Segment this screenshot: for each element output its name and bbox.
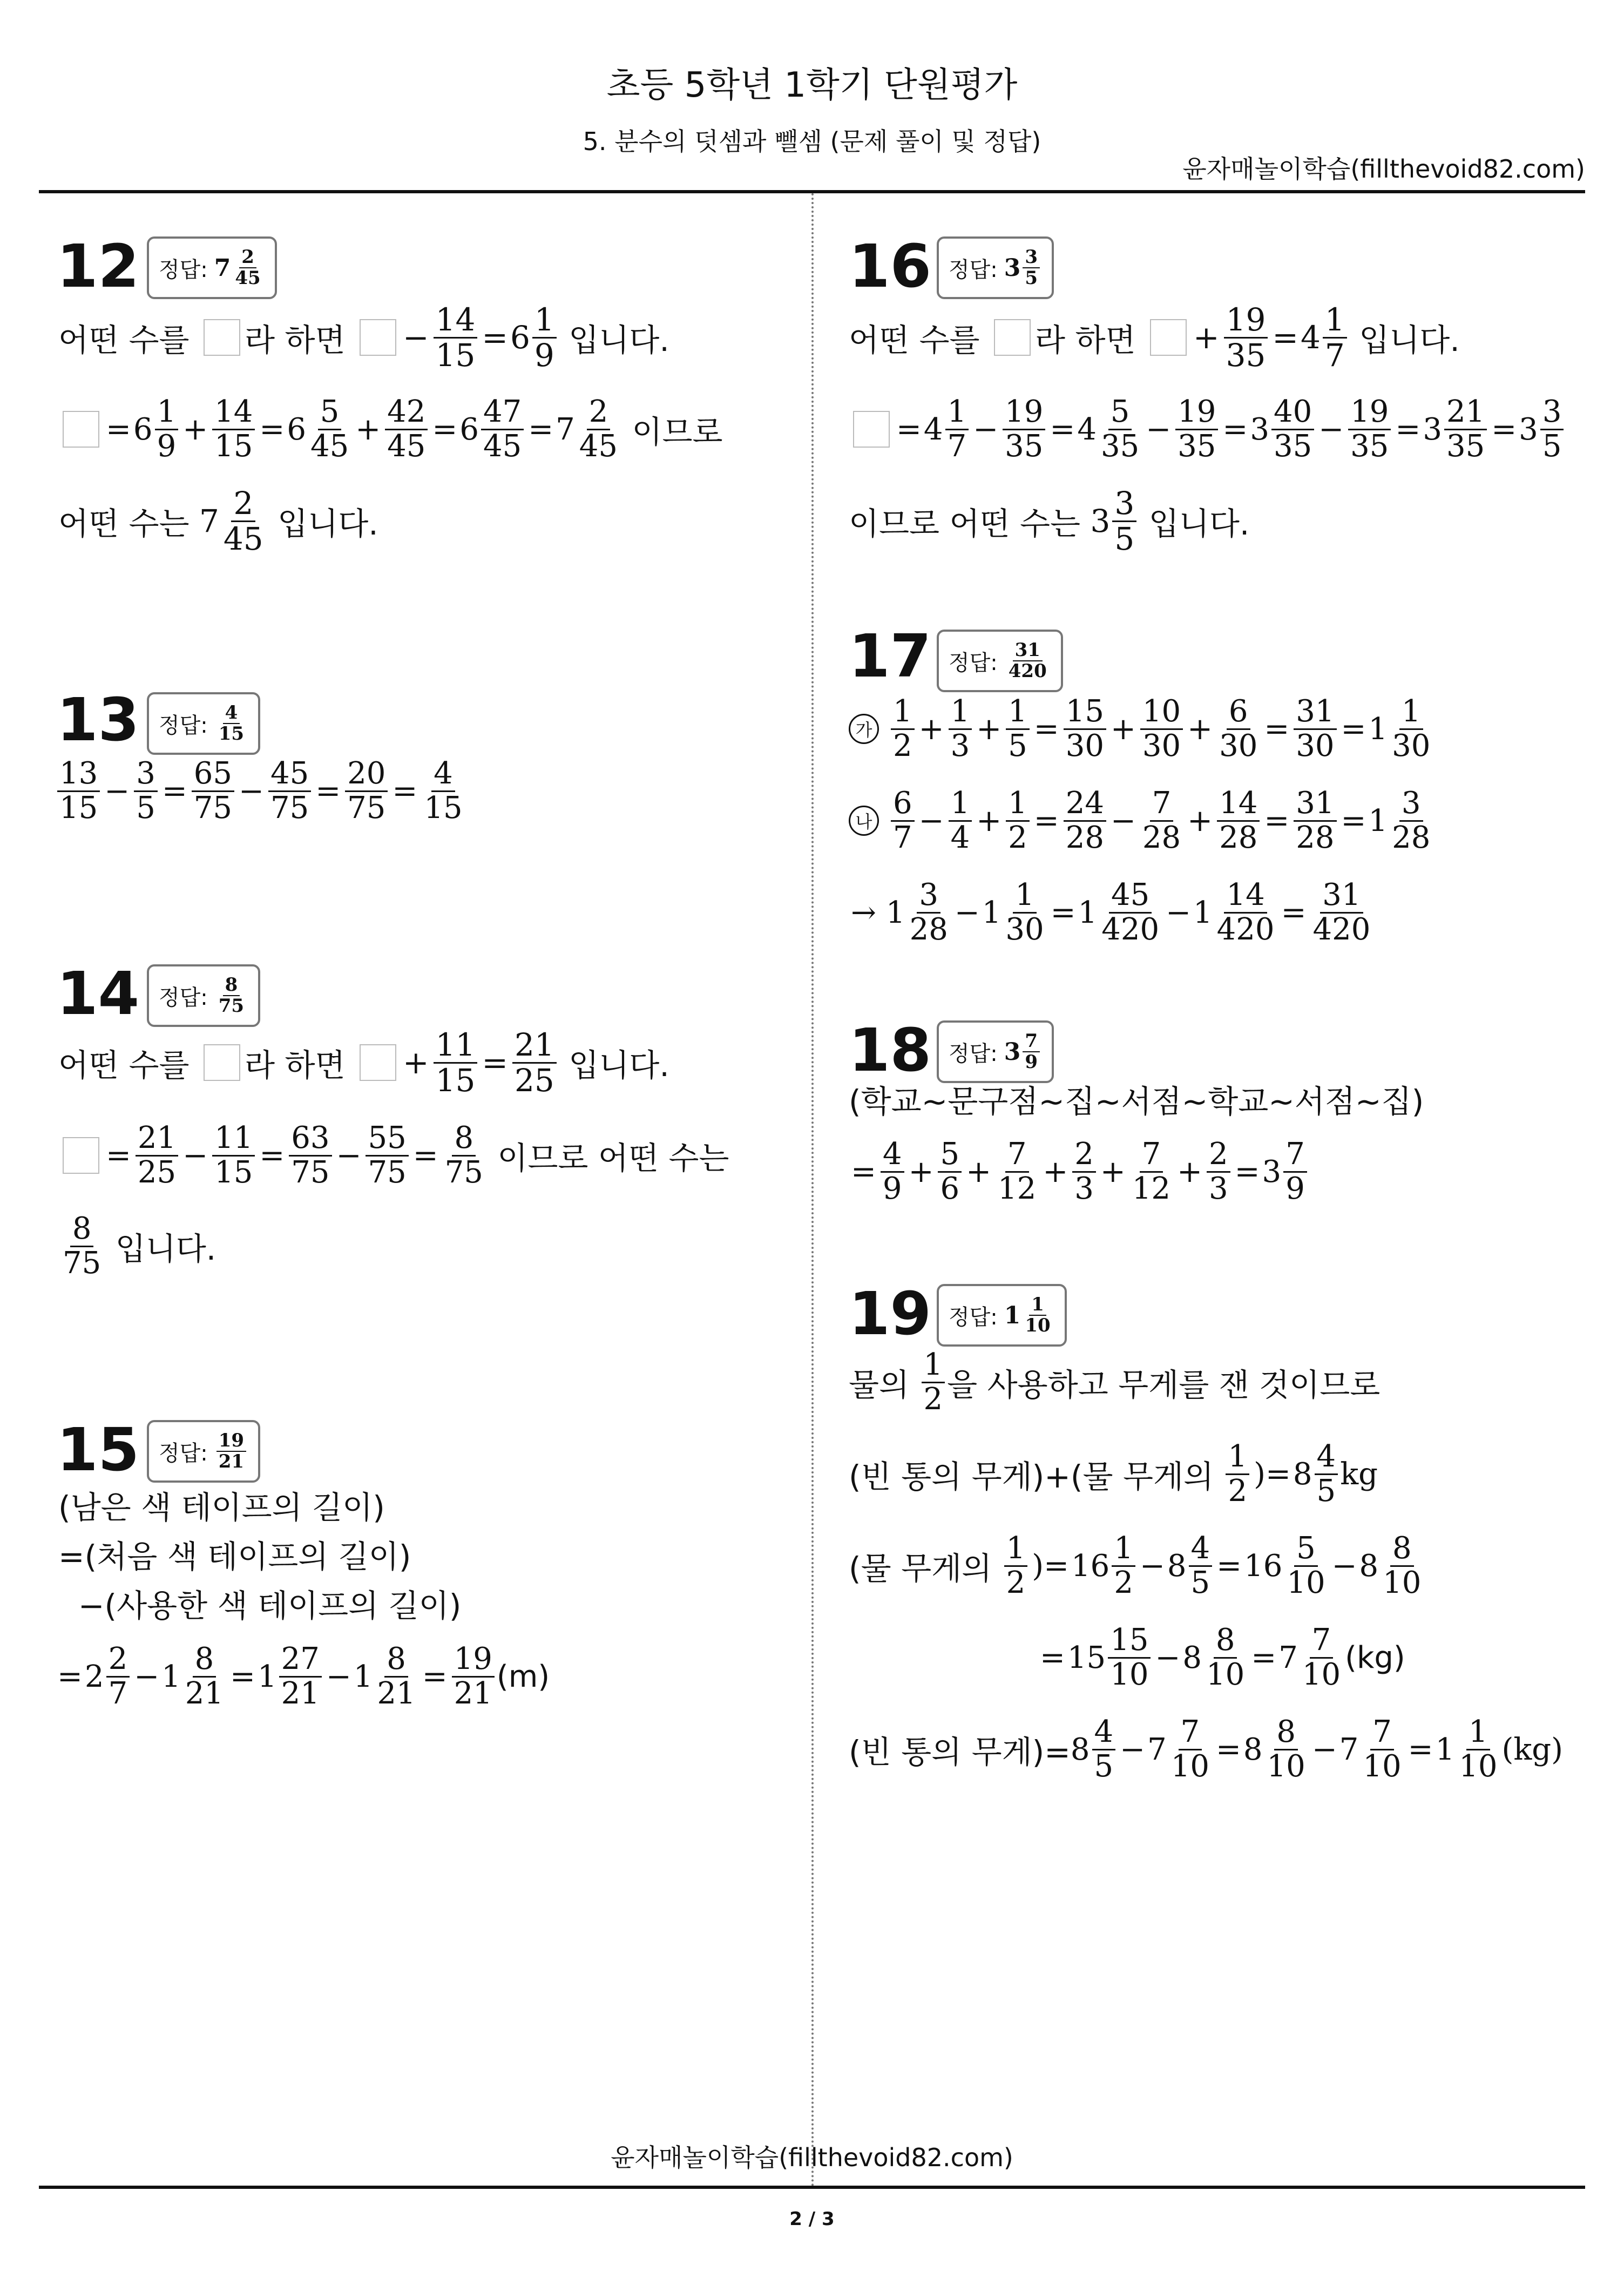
answer-label: 정답: bbox=[159, 1441, 208, 1466]
column-divider bbox=[811, 193, 814, 2188]
q17-line-ga: 가 $\frac{1}{2}$ + $\frac{1}{3}$ + $\frac{1}{5}$ = $\frac{15}{30}$ + $\frac{10}{30}$ + $\frac{6}{30}$ = $\frac{31}{30}$ = 1 $\frac{1}{30}$ bbox=[849, 691, 1434, 767]
circled-na-label: 나 bbox=[849, 806, 879, 836]
unknown-box bbox=[1150, 319, 1187, 356]
q16-line3: 이므로 어떤 수는 3 $\frac{3}{5}$ 입니다. bbox=[849, 484, 1250, 557]
answer-value-14: $\frac{8}{75}$ bbox=[218, 974, 245, 1017]
unknown-box bbox=[63, 1137, 99, 1174]
q19-line3: (물 무게의 $\frac{1}{2}$ )= 16 $\frac{1}{2}$ − 8 $\frac{4}{5}$ = 16 $\frac{5}{10}$ − 8 $\frac{8}{10}$ bbox=[849, 1531, 1422, 1600]
q15-line2: =(처음 색 테이프의 길이) bbox=[58, 1538, 411, 1575]
answer-box-15 bbox=[147, 1420, 260, 1483]
q17-line-result: → 1 $\frac{3}{28}$ − 1 $\frac{1}{30}$ = 1 $\frac{45}{420}$ − 1 $\frac{14}{420}$ = $\frac{31}{420}$ bbox=[851, 877, 1371, 947]
q14-line3: $\frac{8}{75}$ 입니다. bbox=[63, 1211, 216, 1281]
answer-label: 정답: bbox=[159, 257, 208, 282]
unknown-box bbox=[360, 319, 396, 356]
unknown-box bbox=[63, 411, 99, 448]
question-number-18: 18 bbox=[849, 1016, 932, 1085]
q13-line1: $\frac{13}{15}$ − $\frac{3}{5}$ = $\frac{65}{75}$ − $\frac{45}{75}$ = $\frac{20}{75}$ = $\frac{4}{15}$ bbox=[55, 753, 467, 829]
unknown-box bbox=[360, 1044, 396, 1081]
site-credit-bottom: 윤자매놀이학습(fillthevoid82.com) bbox=[611, 2143, 1013, 2172]
answer-value-17: $\frac{31}{420}$ bbox=[1008, 639, 1047, 682]
q19-line1: 물의 $\frac{1}{2}$ 을 사용하고 무게를 잰 것이므로 bbox=[849, 1347, 1381, 1417]
site-credit-top: 윤자매놀이학습(fillthevoid82.com) bbox=[1182, 154, 1585, 184]
q19-line5: (빈 통의 무게)= 8 $\frac{4}{5}$ − 7 $\frac{7}{10}$ = 8 $\frac{8}{10}$ − 7 $\frac{7}{10}$ = 1 $\frac{1}{10}$ (kg) bbox=[849, 1714, 1563, 1784]
answer-value-13: $\frac{4}{15}$ bbox=[218, 702, 245, 745]
q12-line2: = 6 $\frac{1}{9}$ + $\frac{14}{15}$ = 6 $\frac{5}{45}$ + $\frac{42}{45}$ = 6 $\frac{47}{45}$ = 7 $\frac{2}{45}$ 이므로 bbox=[58, 391, 723, 467]
q14-line2: = $\frac{21}{25}$ − $\frac{11}{15}$ = $\frac{63}{75}$ − $\frac{55}{75}$ = $\frac{8}{75}$ 이므로 어떤 수는 bbox=[58, 1118, 729, 1193]
question-number-13: 13 bbox=[57, 685, 140, 754]
footer-rule bbox=[39, 2186, 1585, 2189]
q16-line1: 어떤 수를 라 하면 + $\frac{19}{35}$ = 4 $\frac{1}{7}$ 입니다. bbox=[849, 301, 1460, 374]
q17-line-na: 나 $\frac{6}{7}$ − $\frac{1}{4}$ + $\frac{1}{2}$ = $\frac{24}{28}$ − $\frac{7}{28}$ + $\frac{14}{28}$ = $\frac{31}{28}$ = 1 $\frac{3}{28}$ bbox=[849, 783, 1434, 858]
answer-box-16 bbox=[937, 236, 1054, 299]
answer-label: 정답: bbox=[949, 1304, 998, 1330]
question-number-15: 15 bbox=[57, 1415, 140, 1484]
answer-box-13 bbox=[147, 692, 260, 755]
answer-value-18: 3 $\frac{7}{9}$ bbox=[1004, 1031, 1042, 1072]
question-number-17: 17 bbox=[849, 621, 932, 691]
unknown-box bbox=[204, 1044, 240, 1081]
q15-line1: (남은 색 테이프의 길이) bbox=[58, 1489, 385, 1526]
page-title: 초등 5학년 1학기 단원평가 bbox=[606, 65, 1018, 105]
q19-line2: (빈 통의 무게)+(물 무게의 $\frac{1}{2}$ )= 8 $\frac{4}{5}$ kg bbox=[849, 1439, 1378, 1509]
question-number-12: 12 bbox=[57, 232, 140, 301]
answer-box-14 bbox=[147, 964, 260, 1027]
page-subtitle: 5. 분수의 덧셈과 뺄셈 (문제 풀이 및 정답) bbox=[583, 127, 1041, 156]
answer-label: 정답: bbox=[949, 257, 998, 282]
unknown-box bbox=[994, 319, 1031, 356]
answer-label: 정답: bbox=[949, 1041, 998, 1066]
answer-box-17 bbox=[937, 630, 1063, 692]
q18-line2: = $\frac{4}{9}$ + $\frac{5}{6}$ + $\frac{7}{12}$ + $\frac{2}{3}$ + $\frac{7}{12}$ + $\frac{2}{3}$ = 3 $\frac{7}{9}$ bbox=[849, 1134, 1309, 1209]
answer-box-19 bbox=[937, 1284, 1067, 1347]
q14-line1: 어떤 수를 라 하면 + $\frac{11}{15}$ = $\frac{21}{25}$ 입니다. bbox=[58, 1026, 669, 1099]
question-number-14: 14 bbox=[57, 959, 140, 1028]
page-number: 2 / 3 bbox=[789, 2208, 835, 2230]
answer-value-19: 1 $\frac{1}{10}$ bbox=[1004, 1294, 1051, 1336]
q16-line2: = 4 $\frac{1}{7}$ − $\frac{19}{35}$ = 4 $\frac{5}{35}$ − $\frac{19}{35}$ = 3 $\frac{40}{35}$ − $\frac{19}{35}$ = 3 $\frac{21}{35}$ = 3 $\frac{3}{5}$ bbox=[849, 391, 1566, 467]
circled-ga-label: 가 bbox=[849, 714, 879, 744]
q15-line4: = 2 $\frac{2}{7}$ − 1 $\frac{8}{21}$ = 1 $\frac{27}{21}$ − 1 $\frac{8}{21}$ = $\frac{19}{21}$ (m) bbox=[57, 1641, 550, 1711]
arrow-icon: → bbox=[851, 895, 876, 930]
unknown-box bbox=[204, 319, 240, 356]
answer-label: 정답: bbox=[949, 650, 998, 675]
answer-box-18 bbox=[937, 1020, 1054, 1083]
question-number-19: 19 bbox=[849, 1279, 932, 1348]
q18-line1: (학교~문구점~집~서점~학교~서점~집) bbox=[849, 1083, 1424, 1120]
answer-label: 정답: bbox=[159, 713, 208, 738]
q12-line3: 어떤 수는 7 $\frac{2}{45}$ 입니다. bbox=[58, 484, 378, 557]
answer-value-16: 3 $\frac{3}{5}$ bbox=[1004, 247, 1042, 288]
answer-value-15: $\frac{19}{21}$ bbox=[214, 1431, 248, 1471]
answer-box-12 bbox=[147, 236, 277, 299]
answer-label: 정답: bbox=[159, 985, 208, 1010]
q12-line1: 어떤 수를 라 하면 − $\frac{14}{15}$ = 6 $\frac{1}{9}$ 입니다. bbox=[58, 301, 669, 374]
q15-line3: −(사용한 색 테이프의 길이) bbox=[58, 1587, 462, 1624]
question-number-16: 16 bbox=[849, 232, 932, 301]
q19-line4: = 15 $\frac{15}{10}$ − 8 $\frac{8}{10}$ = 7 $\frac{7}{10}$ (kg) bbox=[1040, 1622, 1405, 1692]
unknown-box bbox=[853, 411, 890, 448]
answer-value-12: 7 $\frac{2}{45}$ bbox=[214, 246, 261, 289]
